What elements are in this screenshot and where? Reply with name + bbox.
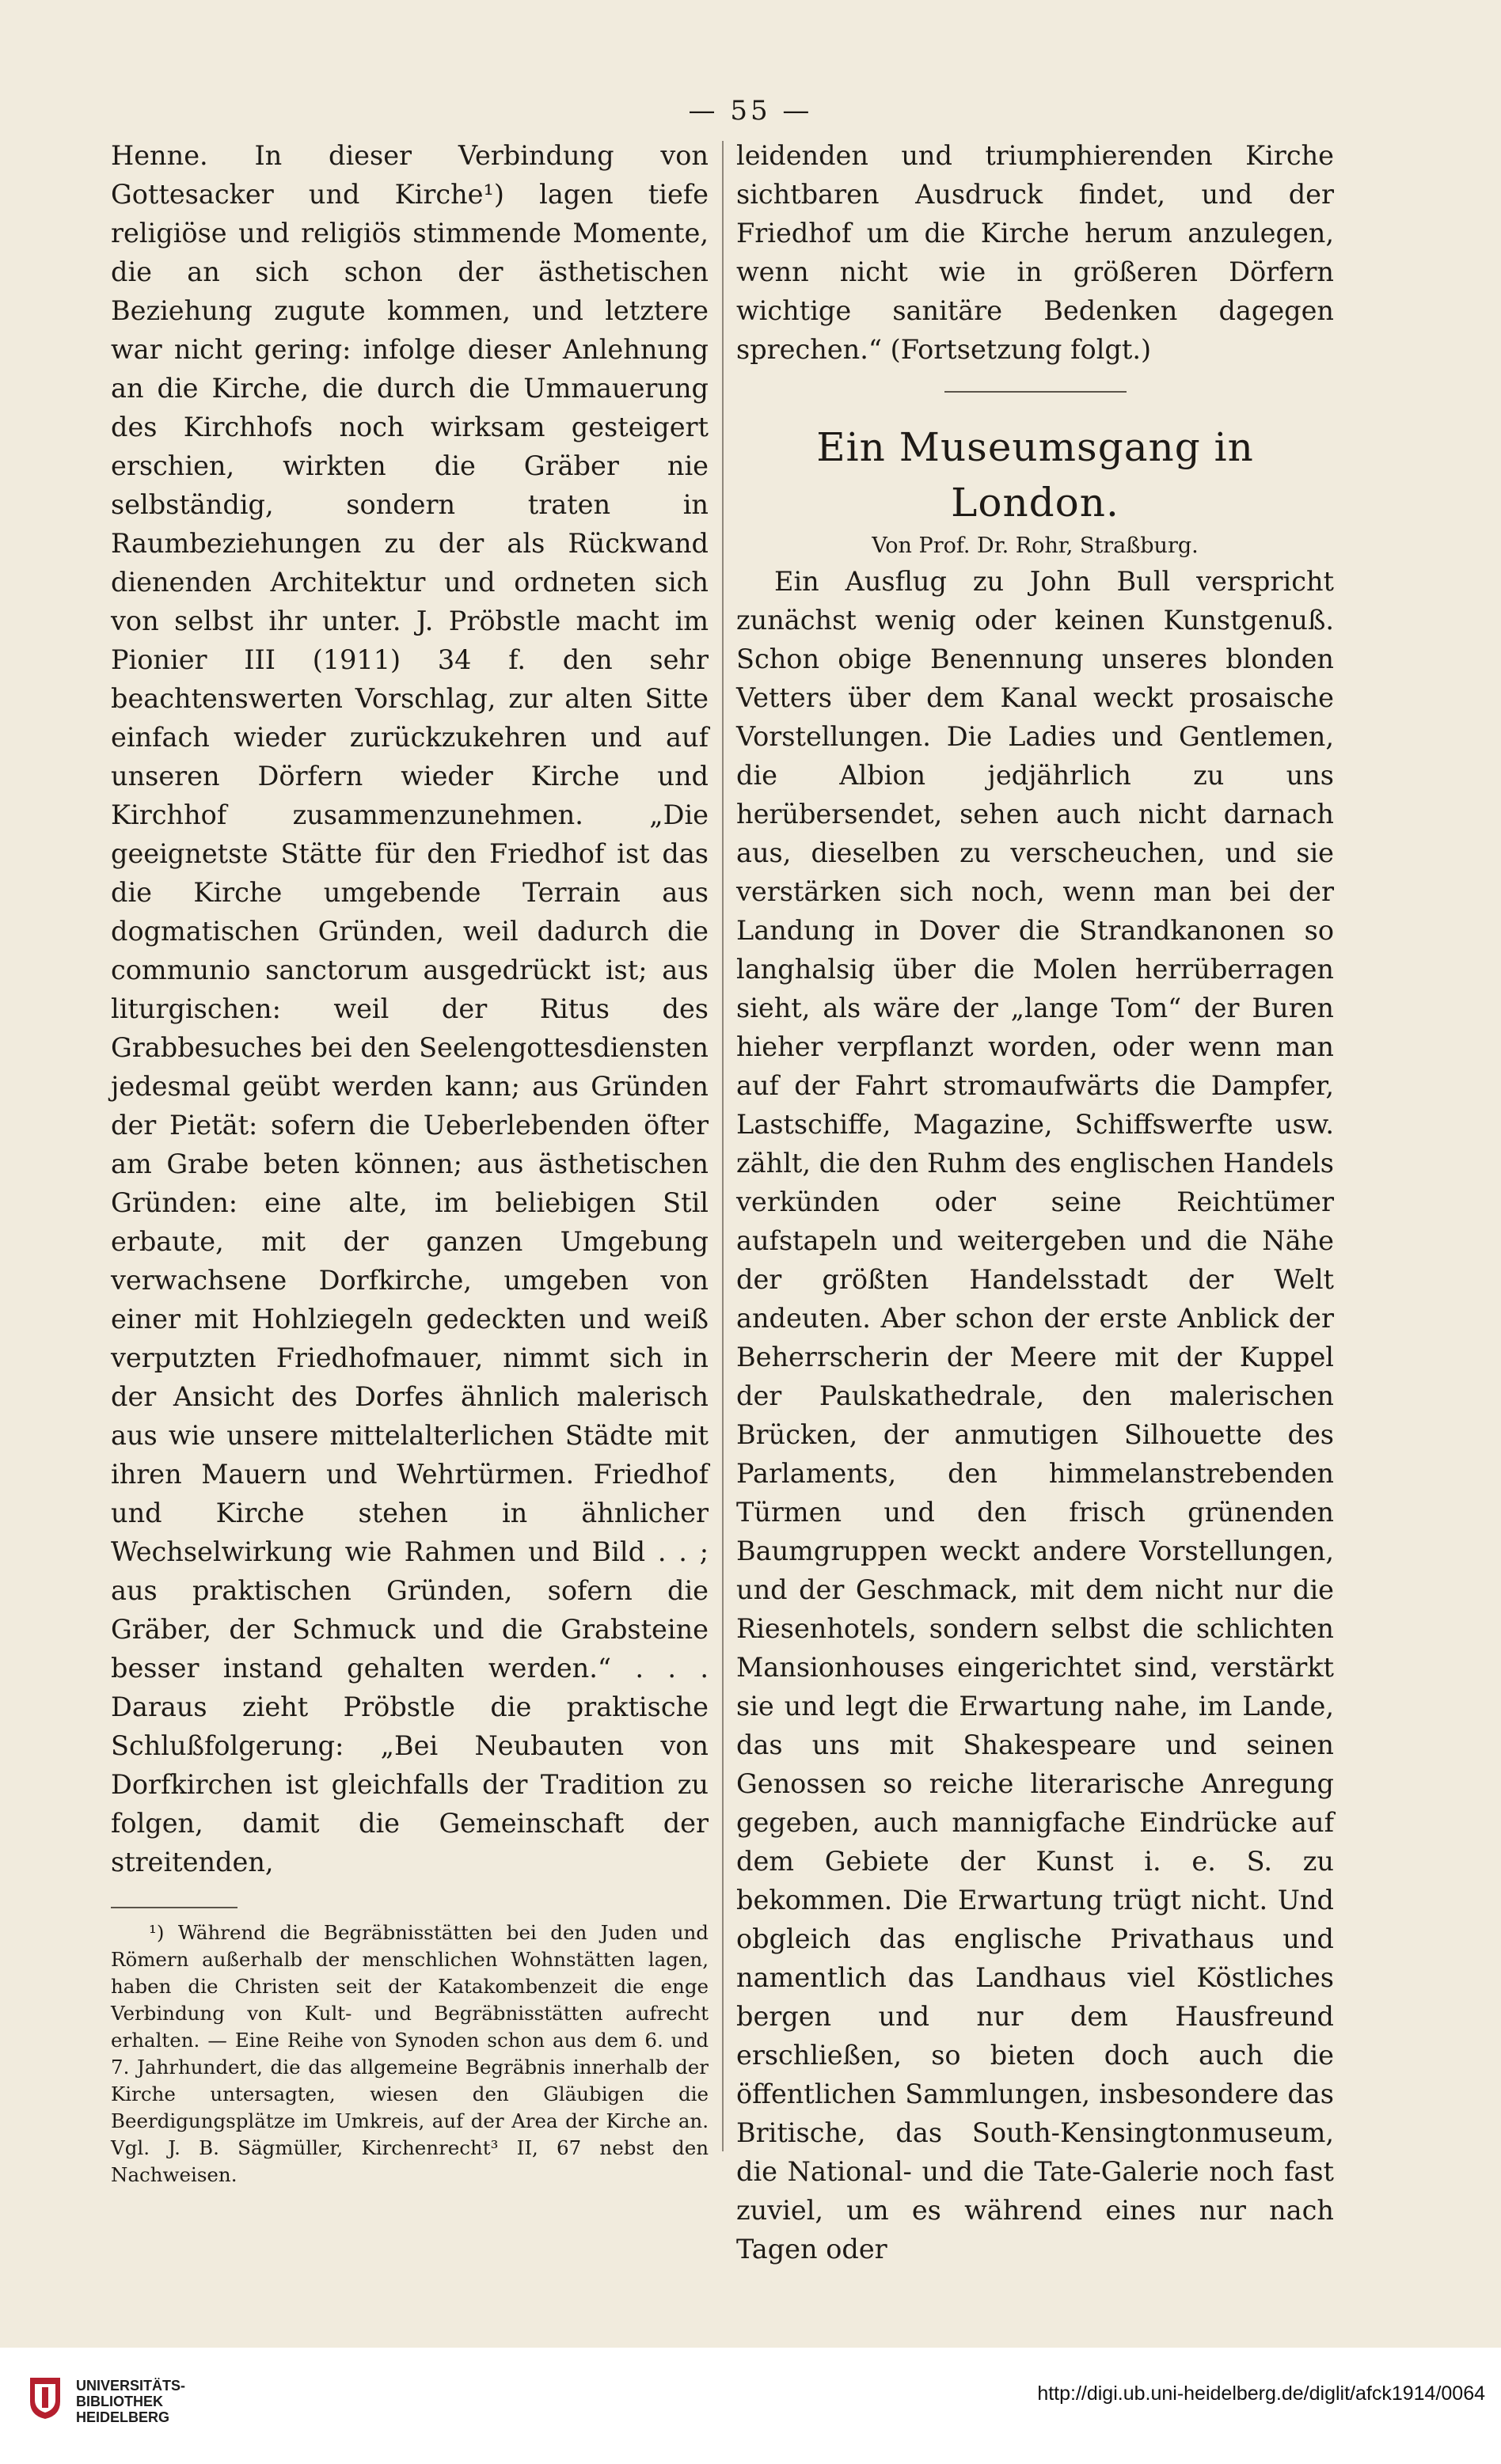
article-body: Ein Ausflug zu John Bull verspricht zunächst wenig oder keinen Kunstgenuß. Schon obige Benennung unseres blonden Vetters über dem Kanal weckt prosaische Vorstellungen. Die Ladies und Gentlemen, die Albion jedjährlich zu uns herübersendet, sehen auch nicht darnach aus, dieselben zu verscheuchen, und sie verstärken sich noch, wenn man bei der Landung in Dover die Strandkanonen so langhalsig über die Molen herrüberragen sieht, als wäre der „lange Tom“ der Buren hieher verpflanzt worden, oder wenn man auf der Fahrt stromaufwärts die Dampfer, Lastschiffe, Magazine, Schiffswerfte usw. zählt, die den Ruhm des englischen Handels verkünden oder seine Reichtümer aufstapeln und weitergeben und die Nähe der größten Handelsstadt der Welt andeuten. Aber schon der erste Anblick der Beherrscherin der Meere mit der Kuppel der Paulskathedrale, den malerischen Brücken, der anmutigen Silhouette des Parlaments, den himmelanstrebenden Türmen und den frisch grünenden Baumgruppen weckt andere Vorstellungen, und der Geschmack, mit dem nicht nur die Riesenhotels, sondern selbst die schlichten Mansionhouses eingerichtet sind, verstärkt sie und legt die Erwartung nahe, im Lande, das uns mit Shakespeare und seinen Genossen so reiche literarische Anregung gegeben, auch mannigfache Eindrücke auf dem Gebiete der Kunst i. e. S. zu bekommen. Die Erwartung trügt nicht. Und obgleich das englische Privathaus und namentlich das Landhaus viel Köstliches bergen und nur dem Hausfreund erschließen, so bieten doch auch die öffentlichen Sammlungen, insbesondere das Britische, das South-Kensingtonmuseum, die National- und die Tate-Galerie noch fast zuviel, um es während eines nur nach Tagen oder xyxy=(736,566,1334,2265)
article-title: Ein Museumsgang in London. xyxy=(816,424,1254,526)
library-name-line-3: HEIDELBERG xyxy=(76,2409,170,2425)
left-column xyxy=(111,136,709,2189)
library-name-line-1: UNIVERSITÄTS- xyxy=(76,2378,186,2394)
footnote-rule xyxy=(111,1907,238,1908)
source-url-link[interactable]: http://digi.ub.uni-heidelberg.de/diglit/afck1914/0064 xyxy=(1037,2382,1485,2405)
footer-strip xyxy=(0,2348,1501,2464)
column-divider xyxy=(722,141,724,2151)
right-column xyxy=(736,136,1334,2268)
left-column-paragraph: Henne. In dieser Verbindung von Gottesacker und Kirche¹) lagen tiefe religiöse und religiös stimmende Momente, die an sich schon der ästhetischen Beziehung zugute kommen, und letztere war nicht gering: infolge dieser Anlehnung an die Kirche, die durch die Ummauerung des Kirchhofs noch wirksam gesteigert erschien, wirkten die Gräber nie selbständig, sondern traten in Raumbeziehungen zu der als Rückwand dienenden Architektur und ordneten sich von selbst ihr unter. J. Pröbstle macht im Pionier III (1911) 34 f. den sehr beachtenswerten Vorschlag, zur alten Sitte einfach wieder zurückzukehren und auf unseren Dörfern wieder Kirche und Kirchhof zusammenzunehmen. „Die geeignetste Stätte für den Friedhof ist das die Kirche umgebende Terrain aus dogmatischen Gründen, weil dadurch die communio sanctorum ausgedrückt ist; aus liturgischen: weil der Ritus des Grabbesuches bei den Seelengottesdiensten jedesmal geübt werden kann; aus Gründen der Pietät: sofern die Ueberlebenden öfter am Grabe beten können; aus ästhetischen Gründen: eine alte, im beliebigen Stil erbaute, mit der ganzen Umgebung verwachsene Dorfkirche, umgeben von einer mit Hohlziegeln gedeckten und weiß verputzten Friedhofmauer, nimmt sich in der Ansicht des Dorfes ähnlich malerisch aus wie unsere mittelalterlichen Städte mit ihren Mauern und Wehrtürmen. Friedhof und Kirche stehen in ähnlicher Wechselwirkung wie Rahmen und Bild . . ; aus praktischen Gründen, sofern die Gräber, der Schmuck und die Grabsteine besser instand gehalten werden.“ . . . Daraus zieht Pröbstle die praktische Schlußfolgerung: „Bei Neubauten von Dorfkirchen ist gleichfalls der Tradition zu folgen, damit die Gemeinschaft der streitenden, xyxy=(111,140,709,1877)
article-byline: Von Prof. Dr. Rohr, Straßburg. xyxy=(872,533,1199,558)
footnote: ¹) Während die Begräbnisstätten bei den Juden und Römern außerhalb der menschlichen Wohnstätten lagen, haben die Christen seit der Katakombenzeit die enge Verbindung von Kult- und Begräbnisstätten aufrecht erhalten. — Eine Reihe von Synoden schon aus dem 6. und 7. Jahrhundert, die das allgemeine Begräbnis innerhalb der Kirche untersagten, wiesen den Gläubigen die Beerdigungsplätze im Umkreis, auf der Area der Kirche an. Vgl. J. B. Sägmüller, Kirchenrecht³ II, 67 nebst den Nachweisen. xyxy=(111,1921,709,2186)
page-number: — 55 — xyxy=(688,95,813,127)
library-name-line-2: BIBLIOTHEK xyxy=(76,2394,163,2409)
section-rule xyxy=(944,391,1127,393)
university-library-logo-icon xyxy=(27,2375,63,2420)
library-name xyxy=(76,2378,185,2425)
continued-text: leidenden und triumphierenden Kirche sichtbaren Ausdruck findet, und der Friedhof um die Kirche herum anzulegen, wenn nicht wie in größeren Dörfern wichtige sanitäre Bedenken dagegen sprechen.“ (Fortsetzung folgt.) xyxy=(736,140,1334,365)
